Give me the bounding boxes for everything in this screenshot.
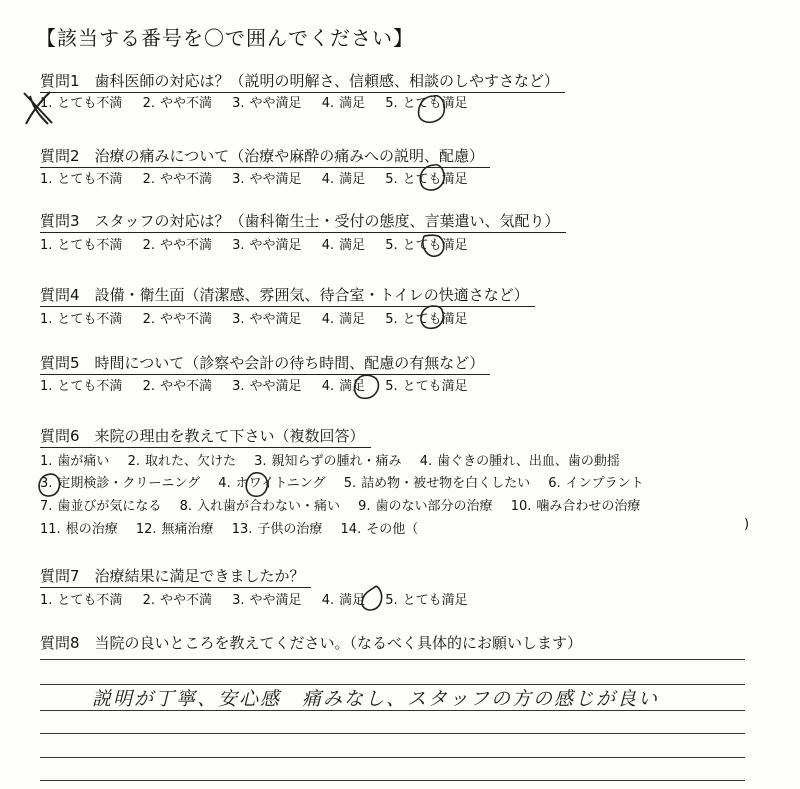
option[interactable]: 4. 満足 [321, 312, 366, 327]
option[interactable]: 5. とても満足 [385, 96, 468, 111]
option[interactable]: 6. インプラント [548, 476, 644, 491]
option[interactable]: 12. 無痛治療 [135, 522, 214, 537]
option[interactable]: 5. とても満足 [385, 238, 468, 253]
option[interactable]: 2. やや不満 [142, 172, 212, 187]
option[interactable]: 4. 満足 [321, 96, 366, 111]
question-7-options [40, 591, 484, 611]
question-3-title: 質問3 スタッフの対応は？（歯科衛生士・受付の態度、言葉遣い、気配り） [40, 210, 566, 233]
question-3-options [40, 236, 484, 256]
question-6-row-3 [40, 497, 654, 517]
question-8-title: 質問8 当院の良いところを教えてください。（なるべく具体的にお願いします） [40, 634, 583, 652]
option[interactable]: 13. 子供の治療 [231, 522, 323, 537]
question-6-title: 質問6 来院の理由を教えて下さい（複数回答） [40, 425, 371, 448]
option[interactable]: 2. 取れた、欠けた [127, 454, 236, 469]
question-2-options [40, 170, 484, 190]
option[interactable]: 2. やや不満 [142, 238, 212, 253]
option-other[interactable]: 14. その他（ [340, 522, 419, 537]
option[interactable]: 7. 歯並びが気になる [40, 499, 162, 514]
option[interactable]: 3. 定期検診・クリーニング [40, 476, 201, 491]
option[interactable]: 4. 満足 [321, 379, 366, 394]
question-5-options [40, 377, 484, 397]
option[interactable]: 4. ホワイトニング [218, 476, 326, 491]
question-5-title: 質問5 時間について（診察や会計の待ち時間、配慮の有無など） [40, 352, 490, 375]
question-6-row-2 [40, 474, 658, 494]
option[interactable]: 5. とても満足 [385, 172, 468, 187]
option[interactable]: 11. 根の治療 [40, 522, 118, 537]
question-1-options [40, 94, 484, 114]
question-1-title: 質問1 歯科医師の対応は？（説明の明解さ、信頼感、相談のしやすさなど） [40, 70, 565, 93]
other-close-paren: ) [744, 517, 750, 532]
handwritten-answer[interactable]: 説明が丁寧、安心感 痛みなし、スタッフの方の感じが良い [92, 688, 660, 710]
option[interactable]: 3. やや満足 [232, 379, 302, 394]
answer-line [40, 780, 745, 781]
option[interactable]: 10. 噛み合わせの治療 [510, 499, 641, 514]
answer-line [40, 733, 745, 734]
question-4-options [40, 310, 484, 330]
option[interactable]: 3. やや満足 [232, 312, 302, 327]
option[interactable]: 8. 入れ歯が合わない・痛い [179, 499, 340, 514]
option[interactable]: 4. 満足 [321, 593, 366, 608]
option[interactable]: 5. とても満足 [385, 379, 468, 394]
option[interactable]: 9. 歯のない部分の治療 [358, 499, 493, 514]
option[interactable]: 1. とても不満 [40, 312, 123, 327]
question-7-title: 質問7 治療結果に満足できましたか？ [40, 565, 311, 588]
answer-line [40, 659, 745, 660]
option[interactable]: 2. やや不満 [142, 312, 212, 327]
option[interactable]: 1. とても不満 [40, 172, 123, 187]
option[interactable]: 5. とても満足 [385, 593, 468, 608]
option[interactable]: 3. やや満足 [232, 96, 302, 111]
page-title: 【該当する番号を〇で囲んでください】 [36, 26, 414, 50]
option[interactable]: 2. やや不満 [142, 593, 212, 608]
question-2-title: 質問2 治療の痛みについて（治療や麻酔の痛みへの説明、配慮） [40, 145, 490, 168]
question-6-row-4 [40, 520, 432, 540]
answer-line [40, 757, 745, 758]
option[interactable]: 2. やや不満 [142, 96, 212, 111]
option[interactable]: 3. やや満足 [232, 238, 302, 253]
option[interactable]: 5. 詰め物・被せ物を白くしたい [343, 476, 531, 491]
option[interactable]: 4. 満足 [321, 238, 366, 253]
question-6-row-1 [40, 452, 634, 472]
option[interactable]: 2. やや不満 [142, 379, 212, 394]
option[interactable]: 1. とても不満 [40, 379, 123, 394]
option[interactable]: 3. 親知らずの腫れ・痛み [254, 454, 402, 469]
option[interactable]: 3. やや満足 [232, 593, 302, 608]
option[interactable]: 5. とても満足 [385, 312, 468, 327]
question-4-title: 質問4 設備・衛生面（清潔感、雰囲気、待合室・トイレの快適さなど） [40, 284, 535, 307]
option[interactable]: 4. 満足 [321, 172, 366, 187]
option[interactable]: 3. やや満足 [232, 172, 302, 187]
option[interactable]: 4. 歯ぐきの腫れ、出血、歯の動揺 [419, 454, 620, 469]
option[interactable]: 1. とても不満 [40, 238, 123, 253]
option[interactable]: 1. 歯が痛い [40, 454, 110, 469]
option[interactable]: 1. とても不満 [40, 96, 123, 111]
option[interactable]: 1. とても不満 [40, 593, 123, 608]
